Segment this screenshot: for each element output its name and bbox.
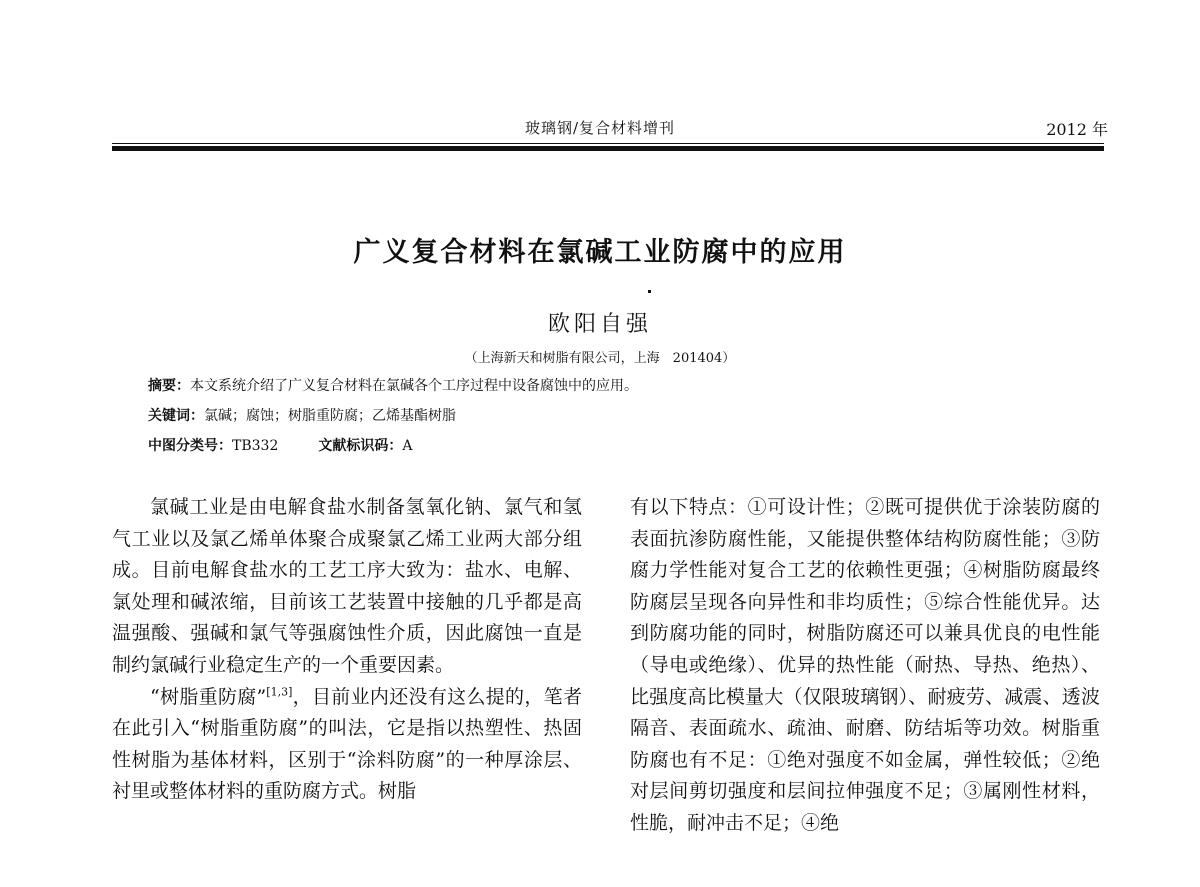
abstract-text: 本文系统介绍了广义复合材料在氯碱各个工序过程中设备腐蚀中的应用。 [190, 378, 638, 394]
classification-label: 中图分类号： [148, 438, 232, 454]
abstract-label: 摘要： [148, 378, 190, 394]
classification-line [148, 435, 412, 455]
keywords-label: 关键词： [148, 408, 204, 424]
keywords-line [148, 405, 456, 425]
doc-code-value: A [402, 438, 413, 454]
author-name: 欧阳自强 [547, 312, 652, 337]
body-paragraph: 有以下特点：①可设计性；②既可提供优于涂装防腐的表面抗渗防腐性能，又能提供整体结构防腐性能；③防腐力学性能对复合工艺的依赖性更强；④树脂防腐最终防腐层呈现各向异性和非均质性；⑤综合性能优异。达到防腐功能的同时，树脂防腐还可以兼具优良的电性能（导电或绝缘）、优异的热性能（耐热、导热、绝热）、比强度高比模量大（仅限玻璃钢）、耐疲劳、减震、透波隔音、表面疏水、疏油、耐磨、防结垢等功效。树脂重防腐也有不足：①绝对强度不如金属，弹性较低；②绝对层间剪切强度和层间拉伸强度不足；③属刚性材料，性脆，耐冲击不足；④绝 [630, 496, 1100, 834]
citation-ref: [1,3] [266, 685, 293, 699]
body-paragraph [112, 682, 582, 808]
abstract-line [148, 375, 638, 395]
decorative-dot [648, 290, 651, 293]
body-column-right [630, 492, 1100, 840]
author-affiliation: （上海新天和树脂有限公司，上海 201404） [464, 351, 736, 366]
body-column-left [112, 492, 582, 808]
keywords-text: 氯碱；腐蚀；树脂重防腐；乙烯基酯树脂 [204, 408, 456, 424]
classification-value: TB332 [232, 438, 279, 454]
article-title: 广义复合材料在氯碱工业防腐中的应用 [353, 237, 847, 268]
header-rule-thick [112, 146, 1104, 151]
body-paragraph: 氯碱工业是由电解食盐水制备氢氧化钠、氯气和氢气工业以及氯乙烯单体聚合成聚氯乙烯工业两大部分组成。目前电解食盐水的工艺工序大致为：盐水、电解、氯处理和碱浓缩，目前该工艺装置中接触的几乎都是高温强酸、强碱和氯气等强腐蚀性介质，因此腐蚀一直是制约氯碱行业稳定生产的一个重要因素。 [112, 496, 582, 676]
header-rule-thin [112, 143, 1104, 144]
doc-code-label: 文献标识码： [318, 438, 403, 454]
body-text: ，目前业内还没有这么提的，笔者在此引入“树脂重防腐”的叫法，它是指以热塑性、热固性树脂为基体材料，区别于“涂料防腐”的一种厚涂层、衬里或整体材料的重防腐方式。树脂 [112, 685, 582, 803]
journal-year: 2012 年 [1046, 120, 1108, 139]
body-text: “树脂重防腐” [150, 685, 267, 708]
journal-header: 玻璃钢/复合材料增刊 [524, 119, 676, 137]
